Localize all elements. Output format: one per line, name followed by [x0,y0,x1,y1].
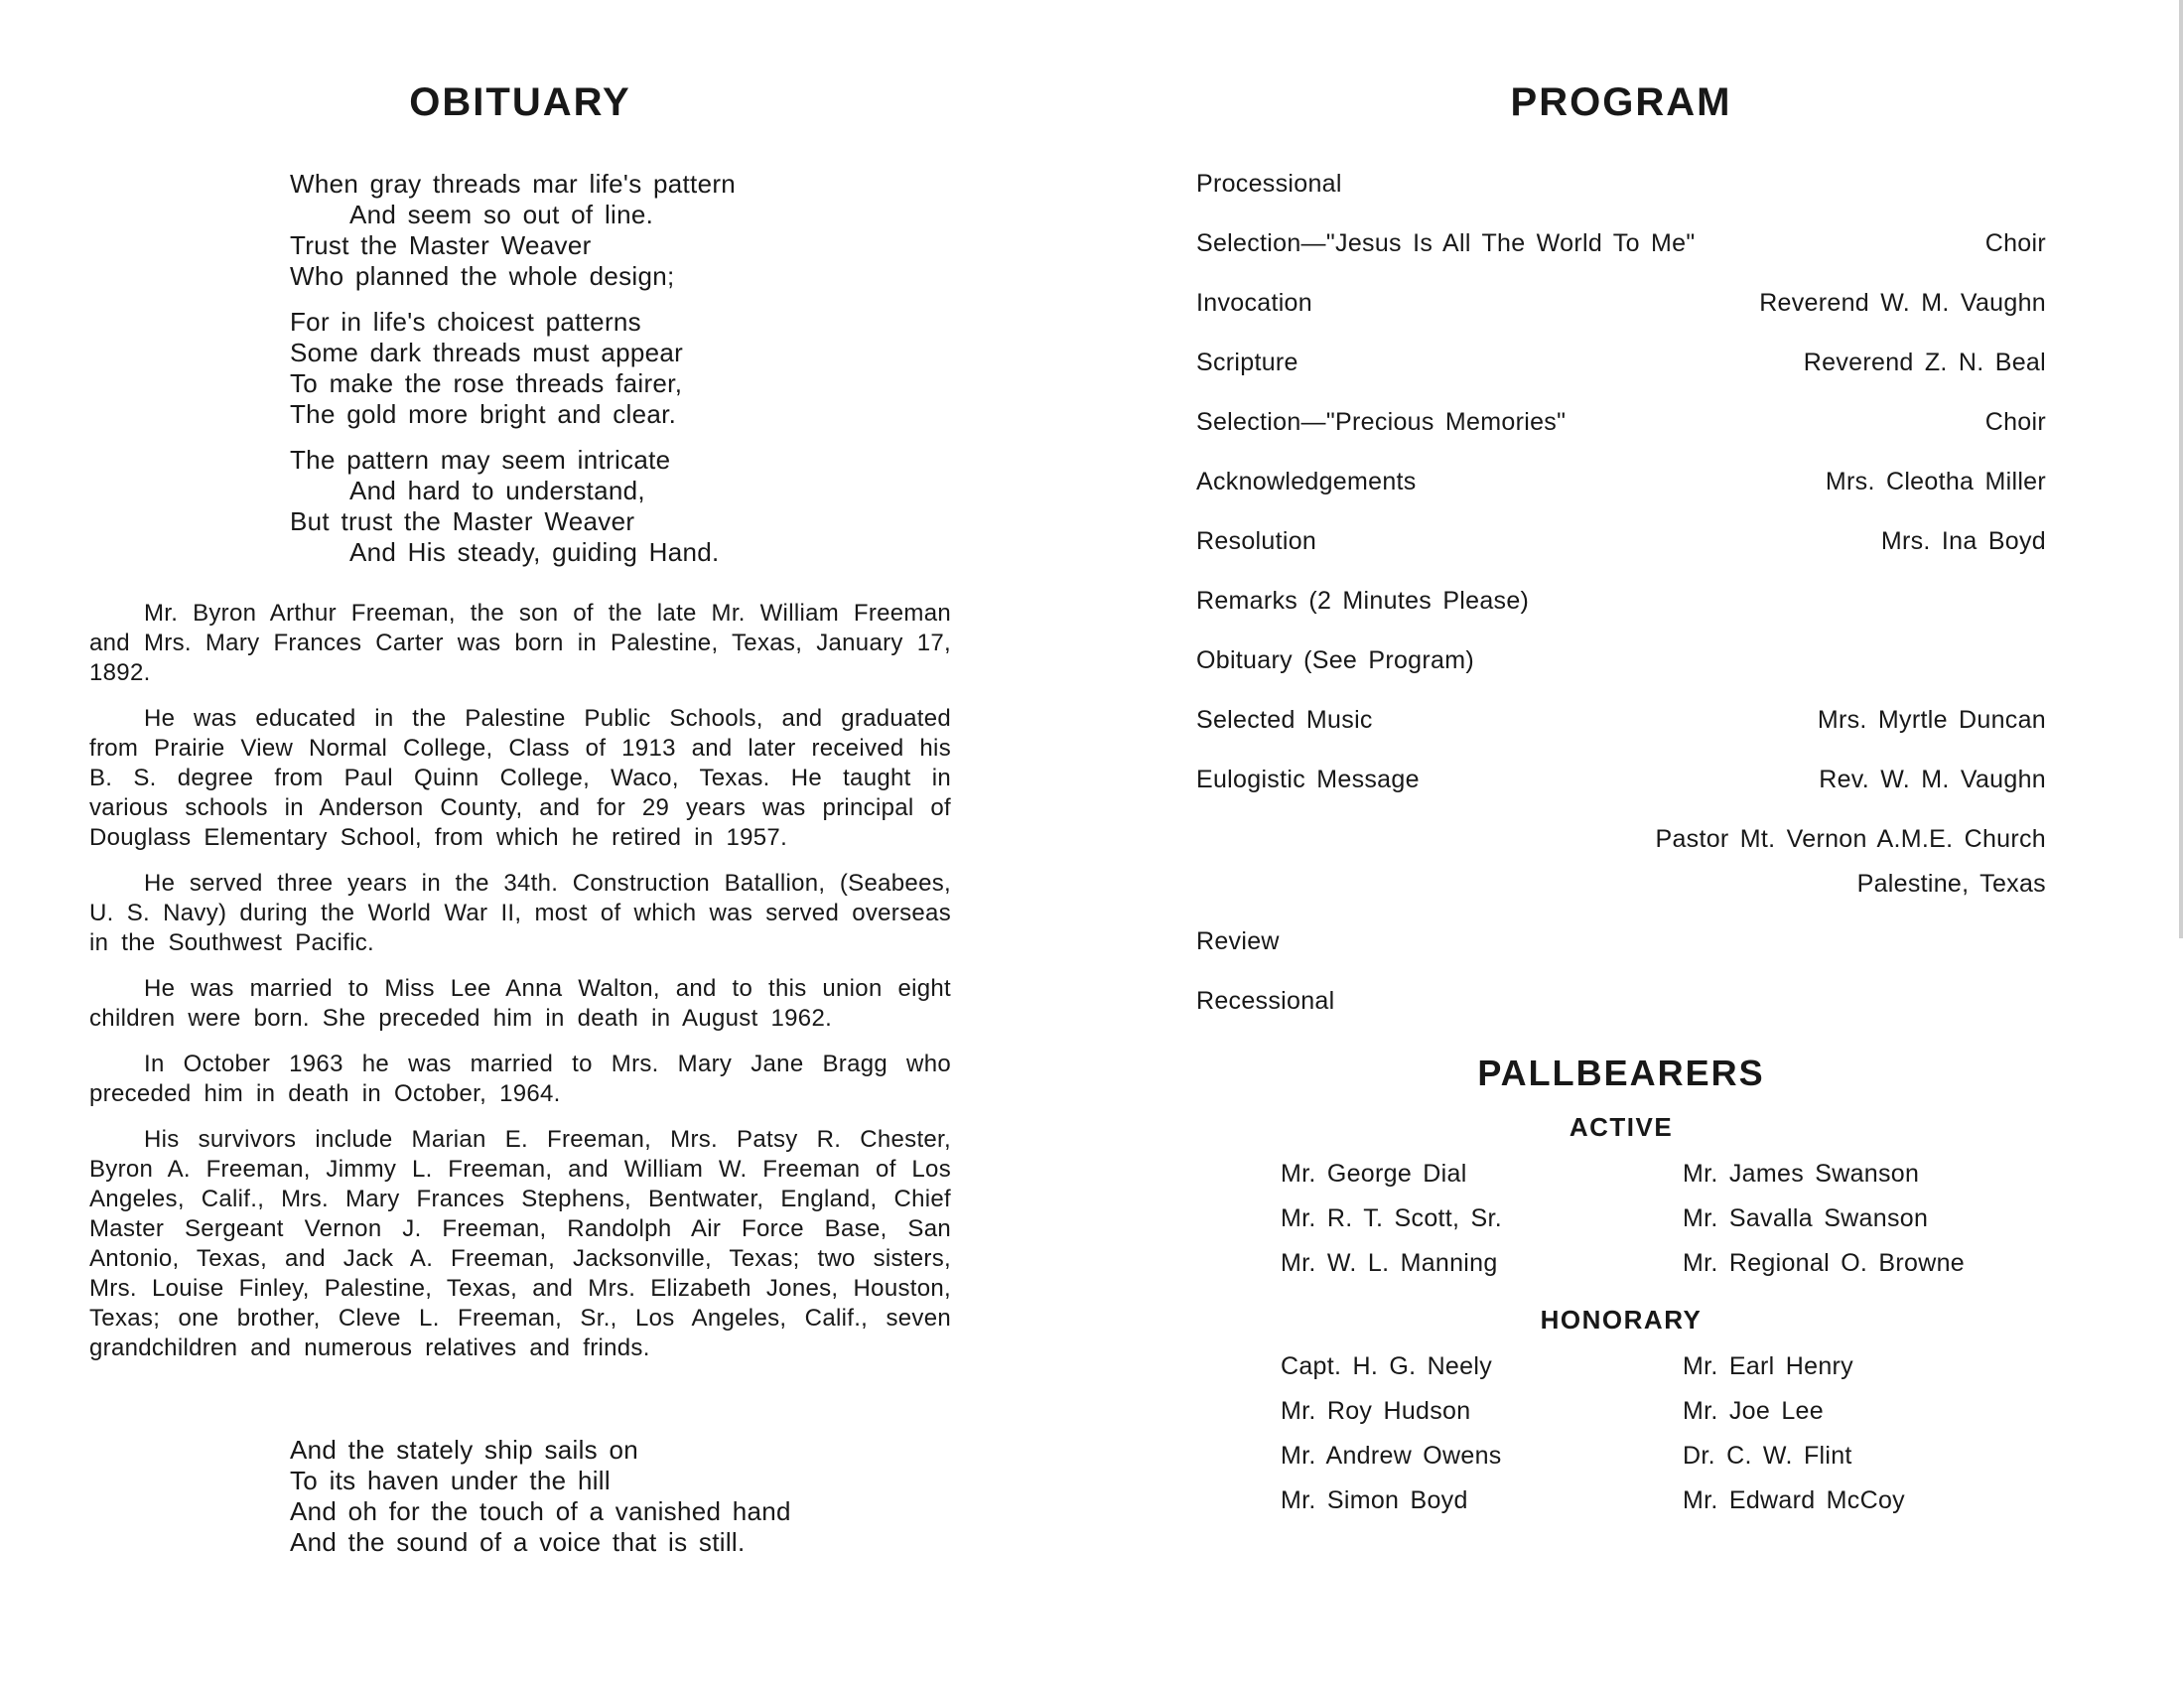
program-row [1196,407,2046,437]
poem-stanza [290,307,951,430]
bio-paragraph-second-marriage: In October 1963 he was married to Mrs. Mary Jane Bragg who preceded him in death in October, 1964. [89,1051,951,1107]
program-item-label: Selected Music [1196,706,1373,734]
program-item-name: Mrs. Ina Boyd [1880,527,2046,555]
pallbearer-name: Mr. R. T. Scott, Sr. [1281,1204,1502,1232]
poem-line: And the sound of a voice that is still. [290,1527,746,1557]
pallbearer-name: Mr. Earl Henry [1683,1352,1853,1380]
opening-poem [290,169,951,583]
program-item-label: Eulogistic Message [1196,766,1420,793]
eulogist-city-line: Palestine, Texas [1856,870,2046,898]
program-item-label: Acknowledgements [1196,468,1417,495]
obituary-title: OBITUARY [409,80,631,124]
program-row [1196,348,2046,377]
eulogist-church-line: Pastor Mt. Vernon A.M.E. Church [1655,825,2046,853]
pallbearer-name: Mr. Joe Lee [1683,1397,1824,1425]
active-pallbearers-list [1196,1159,2046,1278]
active-pallbearers-heading: ACTIVE [1569,1112,1674,1142]
poem-line: To its haven under the hill [290,1466,611,1495]
program-row [1196,288,2046,318]
pallbearer-name: Mr. W. L. Manning [1281,1249,1498,1277]
bio-paragraph-birth: Mr. Byron Arthur Freeman, the son of the late Mr. William Freeman and Mrs. Mary Frances Carter was born in Palestine, Texas, January 17, 1892. [89,600,951,686]
program-item-label: Selection—"Jesus Is All The World To Me" [1196,229,1696,257]
poem-line: Who planned the whole design; [290,261,675,291]
pallbearers-title: PALLBEARERS [1477,1053,1765,1093]
program-title: PROGRAM [1510,80,1732,124]
poem-stanza [290,169,951,292]
obituary-page [89,77,951,1562]
pallbearer-name: Mr. George Dial [1281,1160,1467,1188]
poem-line: For in life's choicest patterns [290,307,641,337]
program-item-label: Resolution [1196,527,1317,555]
poem-line: And hard to understand, [349,476,645,505]
pallbearer-name: Mr. Edward McCoy [1683,1486,1905,1514]
poem-line: Some dark threads must appear [290,338,684,367]
program-item-label: Invocation [1196,289,1312,317]
program-row [1196,228,2046,258]
program-row [1196,645,2046,675]
pallbearer-name: Mr. James Swanson [1683,1160,1920,1188]
program-row [1196,526,2046,556]
program-item-label: Obituary (See Program) [1196,646,1474,674]
program-row [1196,169,2046,199]
poem-line: When gray threads mar life's pattern [290,169,737,199]
honorary-pallbearers-list [1196,1351,2046,1515]
poem-line: The gold more bright and clear. [290,399,677,429]
poem-line: And the stately ship sails on [290,1435,638,1465]
closing-poem [290,1435,951,1562]
program-item-name: Reverend Z. N. Beal [1803,349,2046,376]
program-row [1196,586,2046,616]
pallbearer-name: Mr. Roy Hudson [1281,1397,1471,1425]
program-item-name: Mrs. Cleotha Miller [1825,468,2046,495]
scan-edge-artifact [2179,0,2183,938]
pallbearer-name: Mr. Andrew Owens [1281,1442,1502,1470]
pallbearer-name: Mr. Simon Boyd [1281,1486,1468,1514]
program-item-name: Choir [1984,408,2046,436]
pallbearer-name: Dr. C. W. Flint [1683,1442,1852,1470]
bio-paragraph-first-marriage: He was married to Miss Lee Anna Walton, and to this union eight children were born. She preceded him in death in August 1962. [89,975,951,1032]
program-row [1196,705,2046,735]
program-page [1196,77,2046,1562]
pallbearer-name: Mr. Regional O. Browne [1683,1249,1965,1277]
poem-line: But trust the Master Weaver [290,506,635,536]
program-item-label: Processional [1196,170,1342,198]
program-item-name: Rev. W. M. Vaughn [1819,766,2046,793]
program-item-name: Mrs. Myrtle Duncan [1817,706,2046,734]
poem-line: And seem so out of line. [349,200,654,229]
poem-line: Trust the Master Weaver [290,230,592,260]
program-item-label: Scripture [1196,349,1298,376]
biography [89,599,951,1379]
bio-paragraph-education: He was educated in the Palestine Public Schools, and graduated from Prairie View Normal College, Class of 1913 and later received his B. S. degree from Paul Quinn College, Waco, Texas. He taught in various schools in Anderson County, and for 29 years was principal of Douglass Elementary School, from which he retired in 1957. [89,705,951,851]
honorary-pallbearers-heading: HONORARY [1540,1305,1703,1335]
poem-stanza [290,445,951,568]
program-item-name: Reverend W. M. Vaughn [1759,289,2046,317]
program-row [1196,765,2046,794]
pallbearer-name: Capt. H. G. Neely [1281,1352,1492,1380]
program-item-label: Selection—"Precious Memories" [1196,408,1567,436]
program-item-label: Recessional [1196,987,1335,1015]
poem-line: The pattern may seem intricate [290,445,671,475]
bio-paragraph-military: He served three years in the 34th. Construction Batallion, (Seabees, U. S. Navy) during the World War II, most of which was served overseas in the Southwest Pacific. [89,870,951,956]
program-item-label: Review [1196,927,1280,955]
poem-line: And oh for the touch of a vanished hand [290,1496,791,1526]
poem-line: To make the rose threads fairer, [290,368,683,398]
program-row [1196,926,2046,956]
pallbearer-name: Mr. Savalla Swanson [1683,1204,1929,1232]
poem-line: And His steady, guiding Hand. [349,537,720,567]
program-row [1196,986,2046,1016]
bio-paragraph-survivors: His survivors include Marian E. Freeman, Mrs. Patsy R. Chester, Byron A. Freeman, Jimmy L. Freeman, and William W. Freeman of Los Angeles, Calif., Mrs. Mary Frances Stephens, Bentwater, England, Chief Master Sergeant Vernon J. Freeman, Randolph Air Force Base, San Antonio, Texas, and Jack A. Freeman, Jacksonville, Texas; two sisters, Mrs. Louise Finley, Palestine, Texas, and Mrs. Elizabeth Jones, Houston, Texas; one brother, Cleve L. Freeman, Sr., Los Angeles, Calif., seven grandchildren and numerous relatives and frinds. [89,1126,951,1361]
program-item-name: Choir [1984,229,2046,257]
program-item-label: Remarks (2 Minutes Please) [1196,587,1530,615]
program-row [1196,467,2046,496]
